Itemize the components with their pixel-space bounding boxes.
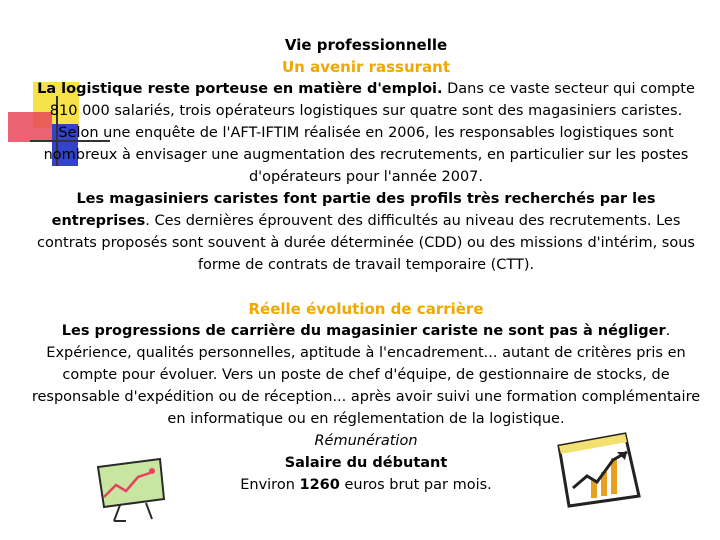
section-heading-remuneration: Rémunération [314,433,418,449]
paragraph-career-lead: Les progressions de carrière du magasinier cariste ne sont pas à négliger [61,323,666,339]
paragraph-recruitment [30,188,702,276]
paragraph-employment-text: Dans ce vaste secteur qui compte 810 000 salariés, trois opérateurs logistiques sur quatre sont des magasiniers caristes. Selon une enquête de l'AFT-IFTIM réalisée en 2006, les responsables logistiques sont nombreux à envisager une augmentation des recrutements, en particulier sur les postes d'opérateurs pour l'année 2007. [43,81,695,185]
section-heading-career: Réelle évolution de carrière [248,300,484,318]
paragraph-recruitment-text: . Ces dernières éprouvent des difficultés au niveau des recrutements. Les contrats proposés sont souvent à durée déterminée (CDD) ou des missions d'intérim, sous forme de contrats de travail temporaire (CTT). [37,213,695,273]
page-subtitle: Un avenir rassurant [281,58,451,76]
slide-content [30,34,702,496]
salary-title: Salaire du débutant [284,455,448,471]
page-title: Vie professionnelle [284,36,448,54]
salary-suffix: euros brut par mois. [339,477,492,493]
paragraph-employment [30,78,702,188]
rising-chart-stick-figure-icon [90,455,170,525]
paragraph-recruitment-lead: Les magasiniers caristes font partie des profils très recherchés par les entreprises [51,191,656,229]
spacer [30,276,702,298]
paragraph-career [30,320,702,430]
paragraph-employment-lead: La logistique reste porteuse en matière d'emploi. [37,81,443,97]
paragraph-career-text: . Expérience, qualités personnelles, aptitude à l'encadrement... autant de critères pris en compte pour évoluer. Vers un poste de chef d'équipe, de gestionnaire de stocks, de responsable d'expédition ou de réception... après avoir suivi une formation complémentaire en informatique ou en réglementation de la logistique. [31,323,701,427]
salary-amount: 1260 [299,477,340,493]
salary-prefix: Environ [240,477,300,493]
growth-chart-arrow-icon [555,428,645,510]
